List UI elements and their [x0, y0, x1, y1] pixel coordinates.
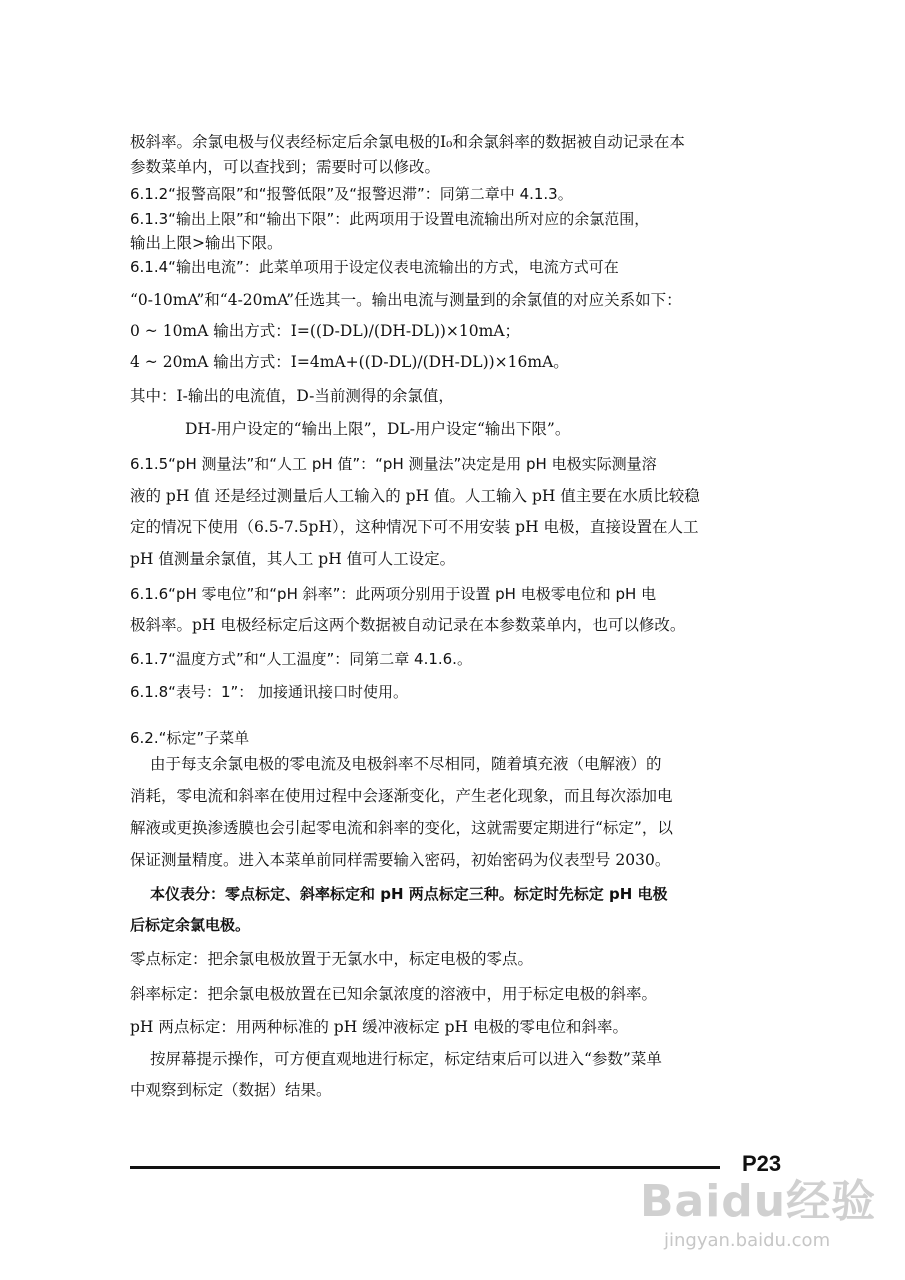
text-line: pH 两点标定：用两种标准的 pH 缓冲液标定 pH 电极的零电位和斜率。 [130, 1018, 628, 1036]
section-heading-6-1-4: 6.1.4“输出电流”：此菜单项用于设定仪表电流输出的方式，电流方式可在 [130, 258, 619, 276]
text-line: 中观察到标定（数据）结果。 [130, 1081, 332, 1099]
watermark-url: jingyan.baidu.com [664, 1230, 831, 1251]
text-line: “0-10mA”和“4-20mA”任选其一。输出电流与测量到的余氯值的对应关系如下： [130, 291, 682, 309]
section-heading-6-1-3: 6.1.3“输出上限”和“输出下限”：此两项用于设置电流输出所对应的余氯范围， [130, 210, 650, 228]
text-line: 液的 pH 值 还是经过测量后人工输入的 pH 值。人工输入 pH 值主要在水质比较稳 [130, 487, 700, 505]
section-heading-6-2: 6.2.“标定”子菜单 [130, 729, 250, 747]
footer-rule [130, 1166, 720, 1169]
text-line: 参数菜单内，可以查找到；需要时可以修改。 [130, 158, 441, 176]
text-line: 保证测量精度。进入本菜单前同样需要输入密码，初始密码为仪表型号 2030。 [130, 851, 671, 869]
section-heading-6-1-6: 6.1.6“pH 零电位”和“pH 斜率”：此两项分别用于设置 pH 电极零电位和 pH 电 [130, 585, 657, 603]
text-line: 输出上限>输出下限。 [130, 234, 283, 252]
text-line: 极斜率。pH 电极经标定后这两个数据被自动记录在本参数菜单内，也可以修改。 [130, 616, 686, 634]
text-line: 按屏幕提示操作，可方便直观地进行标定，标定结束后可以进入“参数”菜单 [150, 1050, 662, 1068]
text-line: pH 值测量余氯值，其人工 pH 值可人工设定。 [130, 550, 456, 568]
text-line: 其中：I-输出的电流值，D-当前测得的余氯值， [130, 387, 454, 405]
bold-line: 后标定余氯电极。 [130, 916, 251, 934]
bold-line: 本仪表分：零点标定、斜率标定和 pH 两点标定三种。标定时先标定 pH 电极 [150, 885, 668, 903]
page-number: P23 [742, 1151, 782, 1176]
text-line: 消耗，零电流和斜率在使用过程中会逐渐变化，产生老化现象，而且每次添加电 [130, 787, 673, 805]
text-line: 零点标定：把余氯电极放置于无氯水中，标定电极的零点。 [130, 950, 534, 968]
section-heading-6-1-5: 6.1.5“pH 测量法”和“人工 pH 值”：“pH 测量法”决定是用 pH 电极实际测量溶 [130, 455, 657, 473]
formula-line: 4 ~ 20mA 输出方式：I=4mA+((D-DL)/(DH-DL))×16mA。 [130, 353, 569, 371]
text-line: 极斜率。余氯电极与仪表经标定后余氯电极的I₀和余氯斜率的数据被自动记录在本 [130, 133, 685, 151]
text-line: 解液或更换渗透膜也会引起零电流和斜率的变化，这就需要定期进行“标定”，以 [130, 819, 673, 837]
section-heading-6-1-2: 6.1.2“报警高限”和“报警低限”及“报警迟滞”：同第二章中 4.1.3。 [130, 185, 573, 203]
formula-line: 0 ~ 10mA 输出方式：I=((D-DL)/(DH-DL))×10mA； [130, 322, 521, 340]
section-heading-6-1-8: 6.1.8“表号：1”： 加接通讯接口时使用。 [130, 683, 409, 701]
text-line: 斜率标定：把余氯电极放置在已知余氯浓度的溶液中，用于标定电极的斜率。 [130, 985, 658, 1003]
text-line: DH-用户设定的“输出上限”，DL-用户设定“输出下限”。 [185, 420, 571, 438]
watermark-logo: Baidu经验 [640, 1176, 877, 1227]
text-line: 定的情况下使用（6.5-7.5pH），这种情况下可不用安装 pH 电极，直接设置在人工 [130, 518, 699, 536]
section-heading-6-1-7: 6.1.7“温度方式”和“人工温度”：同第二章 4.1.6.。 [130, 650, 472, 668]
text-line: 由于每支余氯电极的零电流及电极斜率不尽相同，随着填充液（电解液）的 [150, 755, 662, 773]
